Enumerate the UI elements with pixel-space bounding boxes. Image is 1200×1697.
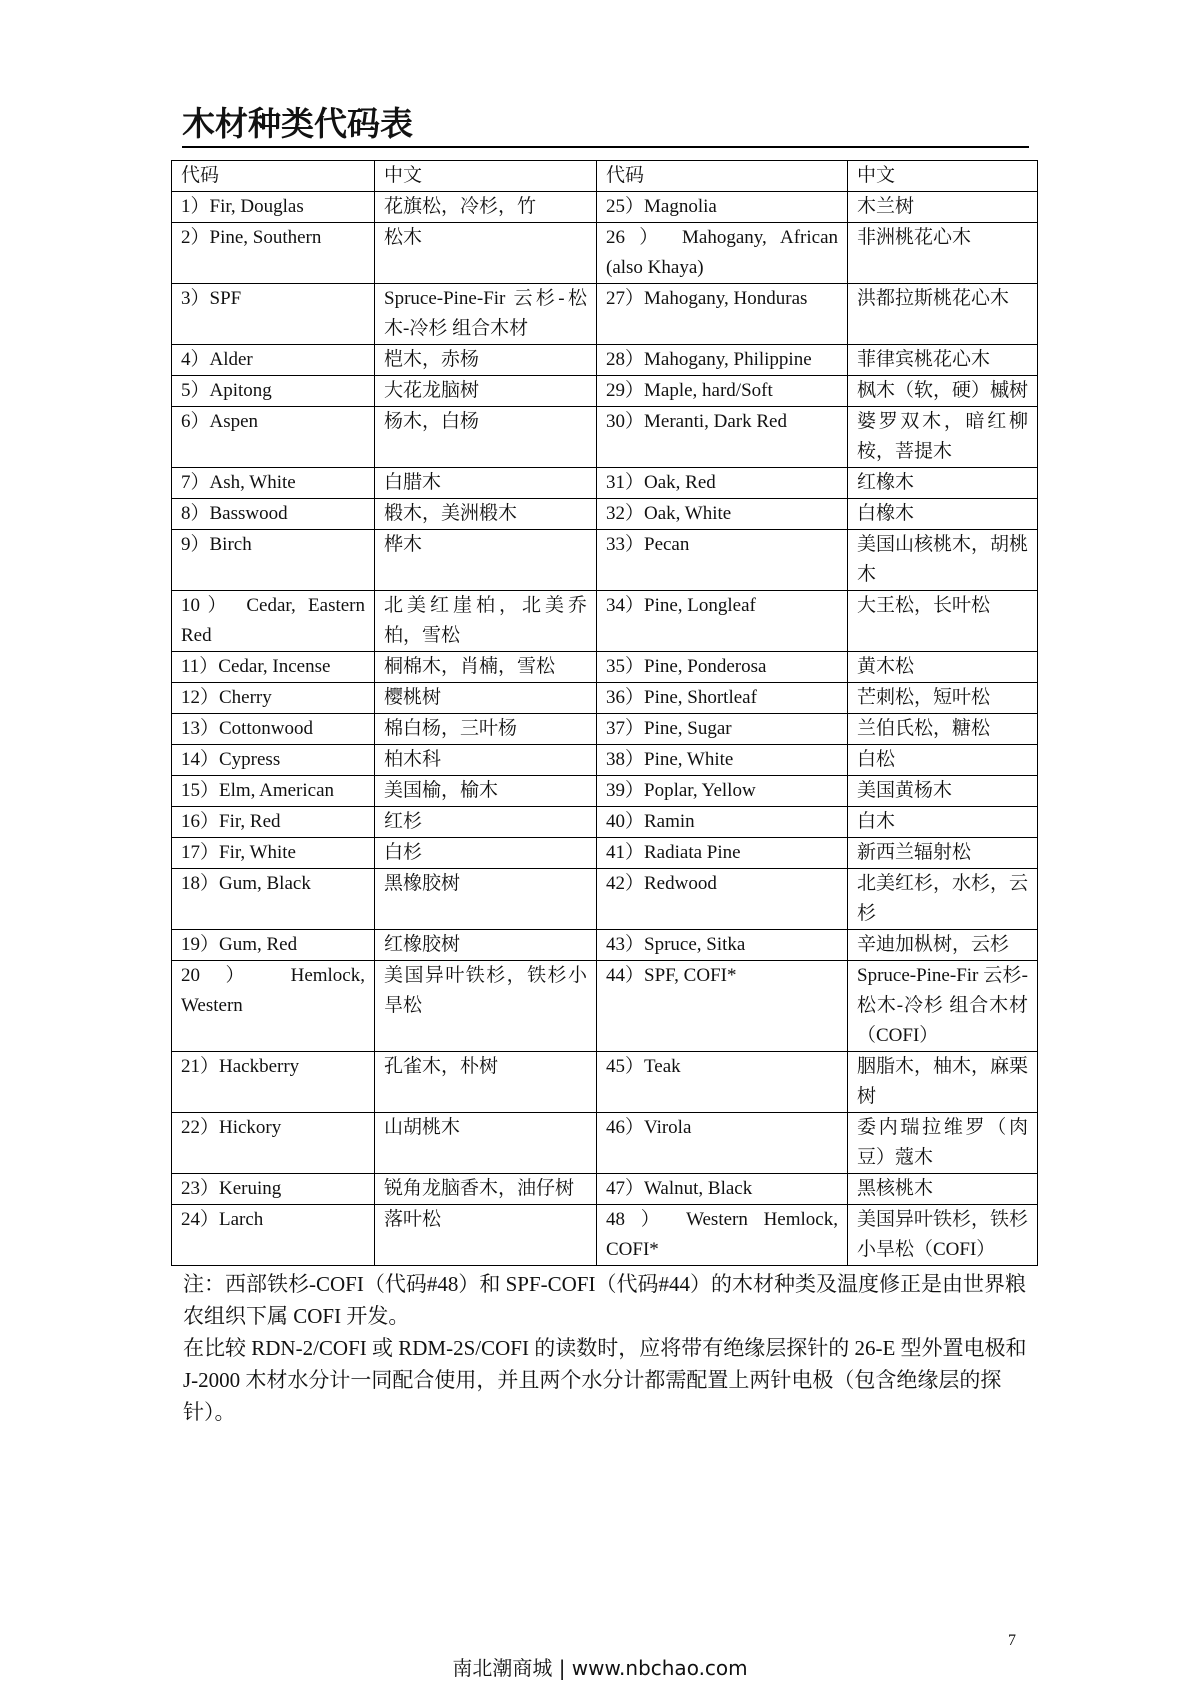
code-cell: 14）Cypress — [172, 745, 375, 776]
code-cell: 37）Pine, Sugar — [597, 714, 848, 745]
code-cell: 23）Keruing — [172, 1174, 375, 1205]
code-cell: 3）SPF — [172, 284, 375, 345]
code-cell: 43）Spruce, Sitka — [597, 930, 848, 961]
chinese-cell: 白腊木 — [375, 468, 597, 499]
code-cell: 47）Walnut, Black — [597, 1174, 848, 1205]
code-cell: 45）Teak — [597, 1052, 848, 1113]
chinese-cell: 白松 — [848, 745, 1038, 776]
chinese-cell: 松木 — [375, 223, 597, 284]
wood-species-table — [171, 160, 1038, 1266]
code-cell: 46）Virola — [597, 1113, 848, 1174]
chinese-cell: 孔雀木，朴树 — [375, 1052, 597, 1113]
code-cell: 42）Redwood — [597, 869, 848, 930]
chinese-cell: 黑核桃木 — [848, 1174, 1038, 1205]
code-cell: 代码 — [597, 161, 848, 192]
chinese-cell: 辛迪加枞树，云杉 — [848, 930, 1038, 961]
chinese-cell: 椴木，美洲椴木 — [375, 499, 597, 530]
table-row — [172, 530, 1038, 591]
table-row — [172, 869, 1038, 930]
chinese-cell: 花旗松，冷杉，竹 — [375, 192, 597, 223]
code-cell: 21）Hackberry — [172, 1052, 375, 1113]
chinese-cell: 山胡桃木 — [375, 1113, 597, 1174]
code-cell: 44）SPF, COFI* — [597, 961, 848, 1052]
spacer — [0, 1428, 1200, 1631]
table-row — [172, 930, 1038, 961]
chinese-cell: 桦木 — [375, 530, 597, 591]
chinese-cell: 北美红杉，水杉，云杉 — [848, 869, 1038, 930]
table-row — [172, 714, 1038, 745]
chinese-cell: 杨木，白杨 — [375, 407, 597, 468]
chinese-cell: 中文 — [848, 161, 1038, 192]
code-cell: 27）Mahogany, Honduras — [597, 284, 848, 345]
chinese-cell: 美国异叶铁杉，铁杉小旱松（COFI） — [848, 1205, 1038, 1266]
code-cell: 7）Ash, White — [172, 468, 375, 499]
code-cell: 41）Radiata Pine — [597, 838, 848, 869]
code-cell: 32）Oak, White — [597, 499, 848, 530]
chinese-cell: 芒刺松，短叶松 — [848, 683, 1038, 714]
code-cell: 15）Elm, American — [172, 776, 375, 807]
chinese-cell: 枫木（软，硬）槭树 — [848, 376, 1038, 407]
code-cell: 29）Maple, hard/Soft — [597, 376, 848, 407]
code-cell: 18）Gum, Black — [172, 869, 375, 930]
chinese-cell: 白木 — [848, 807, 1038, 838]
chinese-cell: 北美红崖柏，北美乔柏，雪松 — [375, 591, 597, 652]
footer-watermark: 南北潮商城 | www.nbchao.com — [452, 1656, 748, 1680]
chinese-cell: 锐角龙脑香木，油仔树 — [375, 1174, 597, 1205]
chinese-cell: 兰伯氏松，糖松 — [848, 714, 1038, 745]
chinese-cell: 木兰树 — [848, 192, 1038, 223]
code-cell: 2）Pine, Southern — [172, 223, 375, 284]
code-cell: 8）Basswood — [172, 499, 375, 530]
chinese-cell: 婆罗双木，暗红柳桉，菩提木 — [848, 407, 1038, 468]
table-row — [172, 652, 1038, 683]
chinese-cell: 大花龙脑树 — [375, 376, 597, 407]
code-cell: 1）Fir, Douglas — [172, 192, 375, 223]
code-cell: 10） Cedar, Eastern Red — [172, 591, 375, 652]
table-row — [172, 776, 1038, 807]
code-cell: 22）Hickory — [172, 1113, 375, 1174]
code-cell: 28）Mahogany, Philippine — [597, 345, 848, 376]
chinese-cell: 美国黄杨木 — [848, 776, 1038, 807]
chinese-cell: 新西兰辐射松 — [848, 838, 1038, 869]
chinese-cell: 菲律宾桃花心木 — [848, 345, 1038, 376]
code-cell: 24）Larch — [172, 1205, 375, 1266]
chinese-cell: 红橡木 — [848, 468, 1038, 499]
table-row — [172, 1052, 1038, 1113]
code-cell: 代码 — [172, 161, 375, 192]
code-cell: 33）Pecan — [597, 530, 848, 591]
table-row — [172, 1205, 1038, 1266]
chinese-cell: 红橡胶树 — [375, 930, 597, 961]
code-cell: 35）Pine, Ponderosa — [597, 652, 848, 683]
chinese-cell: 美国榆，榆木 — [375, 776, 597, 807]
code-cell: 30）Meranti, Dark Red — [597, 407, 848, 468]
page-footer-area — [0, 1631, 1200, 1691]
code-cell: 25）Magnolia — [597, 192, 848, 223]
code-cell: 20 ） Hemlock, Western — [172, 961, 375, 1052]
code-cell: 4）Alder — [172, 345, 375, 376]
code-cell: 12）Cherry — [172, 683, 375, 714]
chinese-cell: 胭脂木，柚木，麻栗树 — [848, 1052, 1038, 1113]
table-row — [172, 407, 1038, 468]
code-cell: 9）Birch — [172, 530, 375, 591]
chinese-cell: 桐棉木，肖楠，雪松 — [375, 652, 597, 683]
table-row — [172, 961, 1038, 1052]
chinese-cell: 白杉 — [375, 838, 597, 869]
chinese-cell: 柏木科 — [375, 745, 597, 776]
notes — [183, 1268, 1033, 1428]
table-row — [172, 807, 1038, 838]
chinese-cell: 大王松，长叶松 — [848, 591, 1038, 652]
table-row — [172, 499, 1038, 530]
chinese-cell: 黄木松 — [848, 652, 1038, 683]
code-cell: 38）Pine, White — [597, 745, 848, 776]
chinese-cell: 中文 — [375, 161, 597, 192]
chinese-cell: 洪都拉斯桃花心木 — [848, 284, 1038, 345]
page-number: 7 — [1008, 1632, 1016, 1649]
chinese-cell: 棉白杨，三叶杨 — [375, 714, 597, 745]
chinese-cell: Spruce-Pine-Fir 云杉-松木-冷杉 组合木材（COFI） — [848, 961, 1038, 1052]
code-cell: 40）Ramin — [597, 807, 848, 838]
table-row — [172, 838, 1038, 869]
note-2: 在比较 RDN-2/COFI 或 RDM-2S/COFI 的读数时，应将带有绝缘层探针的 26-E 型外置电极和 J-2000 木材水分计一同配合使用，并且两个水分计都需配置上两针电极（包含绝缘层的探针）。 — [183, 1336, 1027, 1424]
code-cell: 17）Fir, White — [172, 838, 375, 869]
page-title: 木材种类代码表 — [182, 104, 1029, 148]
code-cell: 34）Pine, Longleaf — [597, 591, 848, 652]
table-row — [172, 1174, 1038, 1205]
table-row — [172, 345, 1038, 376]
chinese-cell: 美国山核桃木，胡桃木 — [848, 530, 1038, 591]
code-cell: 31）Oak, Red — [597, 468, 848, 499]
code-cell: 13）Cottonwood — [172, 714, 375, 745]
code-cell: 39）Poplar, Yellow — [597, 776, 848, 807]
chinese-cell: Spruce-Pine-Fir 云杉-松木-冷杉 组合木材 — [375, 284, 597, 345]
code-cell: 6）Aspen — [172, 407, 375, 468]
code-cell: 48 ） Western Hemlock, COFI* — [597, 1205, 848, 1266]
code-cell: 11）Cedar, Incense — [172, 652, 375, 683]
table-header-row — [172, 161, 1038, 192]
chinese-cell: 白橡木 — [848, 499, 1038, 530]
table-row — [172, 1113, 1038, 1174]
code-cell: 19）Gum, Red — [172, 930, 375, 961]
code-cell: 5）Apitong — [172, 376, 375, 407]
table-row — [172, 683, 1038, 714]
table-row — [172, 223, 1038, 284]
chinese-cell: 黑橡胶树 — [375, 869, 597, 930]
table-row — [172, 192, 1038, 223]
code-cell: 36）Pine, Shortleaf — [597, 683, 848, 714]
code-cell: 16）Fir, Red — [172, 807, 375, 838]
chinese-cell: 美国异叶铁杉，铁杉小旱松 — [375, 961, 597, 1052]
chinese-cell: 桤木，赤杨 — [375, 345, 597, 376]
note-1: 注：西部铁杉-COFI（代码#48）和 SPF-COFI（代码#44）的木材种类及温度修正是由世界粮农组织下属 COFI 开发。 — [183, 1272, 1026, 1328]
code-cell: 26 ） Mahogany, African (also Khaya) — [597, 223, 848, 284]
table-row — [172, 284, 1038, 345]
chinese-cell: 委内瑞拉维罗（肉豆）蔻木 — [848, 1113, 1038, 1174]
table-row — [172, 745, 1038, 776]
table-row — [172, 468, 1038, 499]
chinese-cell: 落叶松 — [375, 1205, 597, 1266]
chinese-cell: 非洲桃花心木 — [848, 223, 1038, 284]
chinese-cell: 红杉 — [375, 807, 597, 838]
table-row — [172, 591, 1038, 652]
chinese-cell: 樱桃树 — [375, 683, 597, 714]
table-row — [172, 376, 1038, 407]
